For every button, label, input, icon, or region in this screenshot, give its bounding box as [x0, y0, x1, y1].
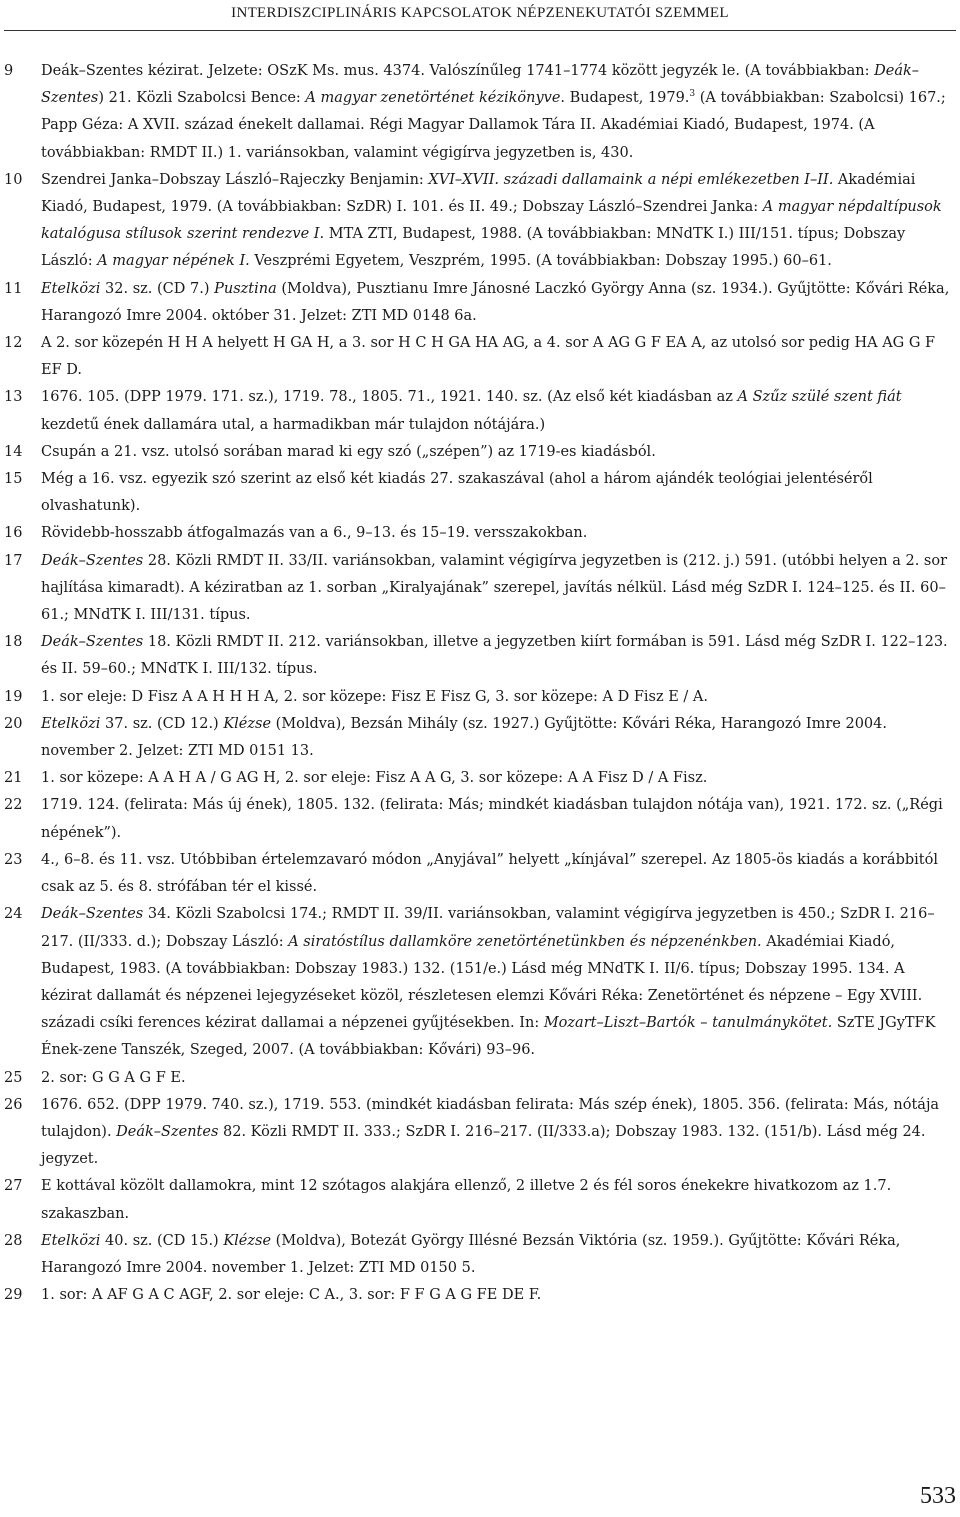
endnote-text: 1676. 652. (DPP 1979. 740. sz.), 1719. 553. (mindkét kiadásban felirata: Más szép ének), 1805. 356. (felirata: Más, nótája tulajdon).	[41, 1096, 940, 1140]
endnote-text: (Moldva), Bezsán Mihály (sz. 1927.) Gyűjtötte: Kővári Réka, Harangozó Imre 2004. november 2. Jelzet: ZTI MD 0151 13.	[41, 715, 887, 760]
endnote-14	[0, 439, 957, 466]
endnote-27	[0, 1173, 957, 1227]
endnote-text: . Budapest, 1979.	[560, 90, 690, 107]
endnote-italic-text: Mozart–Liszt–Bartók – tanulmánykötet.	[543, 1015, 833, 1032]
endnote-text: 1719. 124. (felirata: Más új ének), 1805. 132. (felirata: Más; mindkét kiadásban tulajdon nótája van), 1921. 172. sz. („Régi népének”).	[41, 797, 943, 841]
endnote-italic-text: Deák–Szentes	[41, 906, 144, 923]
endnote-text: SzTE JGyTFK Ének-zene Tanszék, Szeged, 2007. (A továbbiakban: Kővári) 93–96.	[41, 1015, 936, 1059]
page-number: 533	[920, 1483, 956, 1509]
endnote-text: 40. sz. (CD 15.)	[100, 1232, 224, 1249]
endnote-text: 1. sor: A AF G A C AGF, 2. sor eleje: C A., 3. sor: F F G A G FE DE F.	[41, 1287, 542, 1304]
endnote-italic-text: Pusztina	[214, 280, 277, 297]
endnote-number: 9	[4, 63, 14, 79]
endnote-text: MTA ZTI, Budapest, 1988. (A továbbiakban: MNdTK I.) III/151. típus; Dobszay László:	[41, 226, 906, 270]
endnote-9	[0, 58, 957, 167]
endnote-text: Rövidebb-hosszabb átfogalmazás van a 6., 9–13. és 15–19. versszakokban.	[41, 525, 588, 542]
endnote-italic-text: Klézse	[223, 715, 272, 732]
endnote-number: 12	[4, 335, 23, 352]
endnote-25	[0, 1065, 957, 1092]
endnote-italic-text: Deák–Szentes	[41, 63, 920, 107]
endnote-italic-text: A Szűz szülé szent fiát	[737, 389, 902, 406]
endnote-16	[0, 520, 957, 547]
endnote-number: 16	[4, 525, 23, 542]
endnote-29	[0, 1282, 957, 1309]
endnotes-list	[0, 58, 960, 1309]
endnote-number: 20	[4, 715, 23, 732]
endnote-number: 28	[4, 1232, 23, 1249]
endnote-text: Akadémiai Kiadó, Budapest, 1979. (A továbbiakban: SzDR) I. 101. és II. 49.; Dobszay László–Szendrei Janka:	[41, 171, 916, 216]
endnote-italic-text: Etelközi	[41, 280, 101, 297]
endnote-text: Veszprémi Egyetem, Veszprém, 1995. (A továbbiakban: Dobszay 1995.) 60–61.	[249, 253, 832, 270]
running-header-title: INTERDISZCIPLINÁRIS KAPCSOLATOK NÉPZENEKUTATÓI SZEMMEL	[231, 5, 729, 21]
endnote-20	[0, 711, 957, 765]
endnote-10	[0, 167, 957, 276]
endnote-19	[0, 684, 957, 711]
endnote-text: Deák–Szentes kézirat. Jelzete: OSzK Ms. mus. 4374. Valószínűleg 1741–1774 között jegyzék le. (A továbbiakban:	[41, 63, 875, 79]
endnote-text: (Moldva), Botezát György Illésné Bezsán Viktória (sz. 1959.). Gyűjtötte: Kővári Réka, Harangozó Imre 2004. november 1. Jelzet: ZTI MD 0150 5.	[41, 1232, 901, 1276]
endnote-text: (A továbbiakban: Szabolcsi) 167.; Papp Géza: A XVII. század énekelt dallamai. Régi Magyar Dallamok Tára II. Akadémiai Kiadó, Budapest, 1974. (A továbbiakban: RMDT II.) 1. variánsokban, valamint végigírva jegyzetben is, 430.	[41, 90, 946, 161]
endnote-11	[0, 276, 957, 330]
endnote-text: kezdetű ének dallamára utal, a harmadikban már tulajdon nótájára.)	[41, 416, 546, 433]
endnote-17	[0, 548, 957, 630]
endnote-italic-text: Deák–Szentes	[41, 634, 144, 651]
endnote-number: 14	[4, 443, 23, 460]
endnote-text: Még a 16. vsz. egyezik szó szerint az első két kiadás 27. szakaszával (ahol a három ajándék teológiai jelentéséről olvashatunk).	[41, 471, 873, 515]
endnote-number: 17	[4, 552, 23, 569]
endnote-text: (Moldva), Pusztianu Imre Jánosné Laczkó György Anna (sz. 1934.). Gyűjtötte: Kővári Réka, Harangozó Imre 2004. október 31. Jelzet: ZTI MD 0148 6a.	[41, 280, 950, 324]
endnote-text: 82. Közli RMDT II. 333.; SzDR I. 216–217. (II/333.a); Dobszay 1983. 132. (151/b). Lásd még 24. jegyzet.	[41, 1123, 926, 1168]
endnote-italic-text: Etelközi	[41, 715, 101, 732]
endnote-italic-text: A magyar zenetörténet kézikönyve	[305, 90, 561, 107]
endnote-text: 2. sor: G G A G F E.	[41, 1069, 186, 1086]
endnote-22	[0, 792, 957, 846]
endnote-26	[0, 1092, 957, 1174]
endnote-number: 11	[4, 280, 23, 297]
endnote-italic-text: XVI–XVII. századi dallamaink a népi emlékezetben I–II.	[428, 171, 834, 188]
endnote-text: 28. Közli RMDT II. 33/II. variánsokban, valamint végigírva jegyzetben is (212. j.) 591. (utóbbi helyen a 2. sor hajlítása kimaradt). A kéziratban az 1. sorban „Kiralyajának” szerepel, javítás nélkül. Lásd még SzDR I. 124–125. és II. 60–61.; MNdTK I. III/131. típus.	[41, 552, 948, 624]
endnote-text: 32. sz. (CD 7.)	[100, 280, 215, 297]
endnote-21	[0, 765, 957, 792]
endnote-italic-text: A siratóstílus dallamköre zenetörténetünkben és népzenénkben.	[288, 933, 762, 950]
endnote-text: A 2. sor közepén H H A helyett H GA H, a 3. sor H C H GA HA AG, a 4. sor A AG G F EA A, az utolsó sor pedig HA AG G F EF D.	[41, 335, 936, 379]
endnote-number: 21	[4, 770, 23, 787]
endnote-18	[0, 629, 957, 683]
endnote-number: 19	[4, 688, 23, 705]
endnote-italic-text: Etelközi	[41, 1232, 101, 1249]
endnote-text: Akadémiai Kiadó, Budapest, 1983. (A továbbiakban: Dobszay 1983.) 132. (151/e.) Lásd még MNdTK I. II/6. típus; Dobszay 1995. 134. A kézirat dallamát és népzenei lejegyzéseket közöl, részletesen elemzi Kővári Réka: Zenetörténet és népzene – Egy XVIII. századi csíki ferences kézirat dallamai a népzenei gyűjtésekben. In:	[41, 933, 923, 1032]
endnote-text: Szendrei Janka–Dobszay László–Rajeczky Benjamin:	[41, 171, 429, 188]
endnote-number: 29	[4, 1287, 23, 1304]
endnote-28	[0, 1228, 957, 1282]
endnote-text: 1. sor eleje: D Fisz A A H H H A, 2. sor közepe: Fisz E Fisz G, 3. sor közepe: A D Fisz E / A.	[41, 688, 708, 705]
endnote-number: 18	[4, 634, 23, 651]
endnote-italic-text: Deák–Szentes	[41, 552, 144, 569]
endnote-13	[0, 384, 957, 438]
endnote-number: 13	[4, 389, 23, 406]
endnote-number: 25	[4, 1069, 23, 1086]
endnote-text: E kottával közölt dallamokra, mint 12 szótagos alakjára ellenző, 2 illetve 2 és fél soros énekekre hivatkozom az 1.7. szakaszban.	[41, 1178, 892, 1222]
endnote-text: ) 21. Közli Szabolcsi Bence:	[98, 90, 306, 107]
endnote-superscript: 3	[689, 89, 696, 100]
endnote-number: 22	[4, 797, 23, 814]
endnote-italic-text: A magyar népdaltípusok katalógusa stílusok szerint rendezve I.	[41, 199, 942, 243]
endnote-text: Csupán a 21. vsz. utolsó sorában marad ki egy szó („szépen”) az 1719-es kiadásból.	[41, 443, 656, 460]
header-rule	[4, 30, 956, 31]
endnote-23	[0, 847, 957, 901]
endnote-text: 37. sz. (CD 12.)	[100, 715, 224, 732]
endnote-text: 34. Közli Szabolcsi 174.; RMDT II. 39/II. variánsokban, valamint végigírva jegyzetben is 450.; SzDR I. 216–217. (II/333. d.); Dobszay László:	[41, 906, 935, 950]
endnote-number: 10	[4, 171, 23, 188]
endnote-24	[0, 901, 957, 1064]
endnote-number: 27	[4, 1178, 23, 1195]
endnote-italic-text: Klézse	[223, 1232, 272, 1249]
endnote-number: 23	[4, 851, 23, 868]
endnote-number: 24	[4, 906, 23, 923]
endnote-number: 15	[4, 471, 23, 488]
endnote-text: 4., 6–8. és 11. vsz. Utóbbiban értelemzavaró módon „Anyjával” helyett „kínjával” szerepel. Az 1805-ös kiadás a korábbitól csak az 5. és 8. strófában tér el kissé.	[41, 851, 938, 896]
endnote-text: 1. sor közepe: A A H A / G AG H, 2. sor eleje: Fisz A A G, 3. sor közepe: A A Fisz D / A Fisz.	[41, 770, 708, 787]
endnote-12	[0, 330, 957, 384]
endnote-number: 26	[4, 1096, 23, 1113]
endnote-15	[0, 466, 957, 520]
endnote-italic-text: Deák–Szentes	[116, 1123, 219, 1140]
endnote-italic-text: A magyar népének I.	[97, 253, 250, 270]
endnote-text: 1676. 105. (DPP 1979. 171. sz.), 1719. 78., 1805. 71., 1921. 140. sz. (Az első két kiadásban az	[41, 389, 738, 406]
endnote-text: 18. Közli RMDT II. 212. variánsokban, illetve a jegyzetben kiírt formában is 591. Lásd még SzDR I. 122–123. és II. 59–60.; MNdTK I. III/132. típus.	[41, 634, 948, 678]
